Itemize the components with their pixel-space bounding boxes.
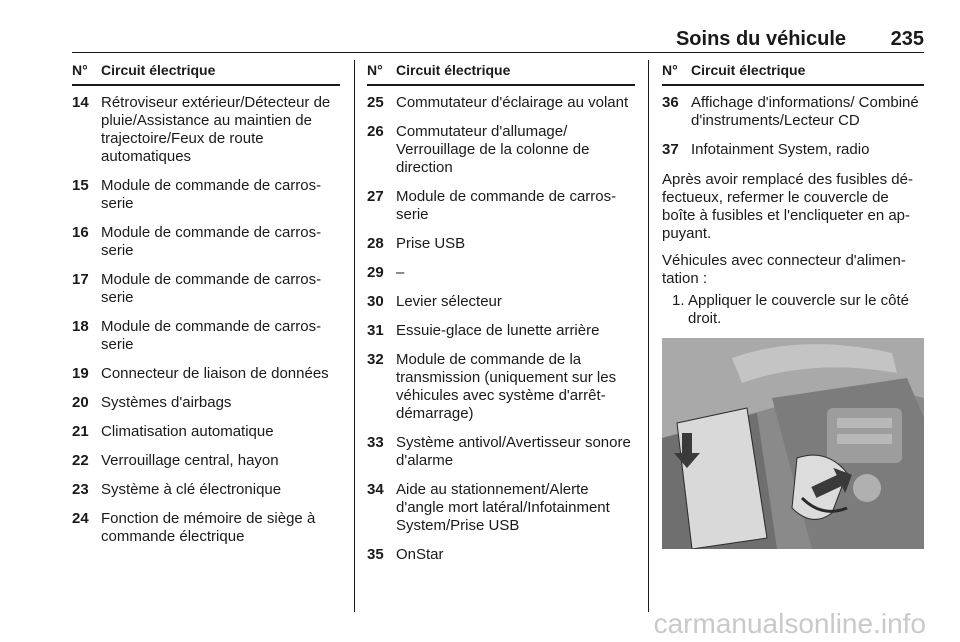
table-row <box>367 434 635 470</box>
step-number: 1. <box>672 292 685 309</box>
row-text: Systèmes d'airbags <box>101 394 232 411</box>
row-num: 32 <box>367 351 384 368</box>
table-row <box>367 94 635 112</box>
table-row <box>662 141 924 159</box>
step-text: Appliquer le couvercle sur le côté droit. <box>688 292 909 327</box>
column-divider <box>648 60 649 612</box>
table-row <box>367 123 635 177</box>
row-text: Module de commande de carrosserie <box>101 224 322 259</box>
row-text: Commutateur d'éclairage au volant <box>396 94 629 111</box>
row-num: 17 <box>72 271 89 288</box>
fuse-table-col2 <box>367 62 635 575</box>
table-row <box>72 481 340 499</box>
row-num: 16 <box>72 224 89 241</box>
table-header <box>662 62 924 86</box>
row-num: 19 <box>72 365 89 382</box>
table-row <box>367 235 635 253</box>
table-row <box>367 322 635 340</box>
header-label: Circuit électrique <box>396 62 511 78</box>
row-num: 30 <box>367 293 384 310</box>
column-divider <box>354 60 355 612</box>
row-num: 14 <box>72 94 89 111</box>
row-text: Fonction de mémoire de siège à commande électrique <box>101 510 316 545</box>
row-num: 26 <box>367 123 384 140</box>
fuse-table-col1 <box>72 62 340 557</box>
header-num: N° <box>662 62 678 78</box>
car-console-illustration <box>662 338 924 549</box>
row-text: Système antivol/Avertisseur sonore d'alarme <box>396 434 631 469</box>
row-num: 21 <box>72 423 89 440</box>
row-text: Connecteur de liaison de données <box>101 365 329 382</box>
section-title: Soins du véhicule <box>675 28 846 50</box>
table-row <box>72 452 340 470</box>
paragraph-power-connector: Véhicules avec connecteur d'alimentation : <box>662 252 906 287</box>
row-text: Climatisation automatique <box>101 423 274 440</box>
row-num: 22 <box>72 452 89 469</box>
row-num: 37 <box>662 141 679 158</box>
fuse-cover-photo <box>662 338 924 549</box>
row-text: Verrouillage central, hayon <box>101 452 279 469</box>
table-row <box>367 546 635 564</box>
table-header <box>367 62 635 86</box>
table-row <box>72 94 340 166</box>
row-text: Module de commande de la transmission (uniquement sur les véhicules avec système d'arrêt-démarrage) <box>396 351 617 422</box>
row-num: 35 <box>367 546 384 563</box>
table-row <box>72 271 340 307</box>
row-num: 25 <box>367 94 384 111</box>
row-text: Aide au stationnement/Alerte d'angle mort latéral/Infotainment System/Prise USB <box>396 481 610 534</box>
row-text: Système à clé électronique <box>101 481 282 498</box>
row-text: Infotainment System, radio <box>691 141 870 158</box>
row-text: Levier sélecteur <box>396 293 502 310</box>
table-row <box>367 351 635 423</box>
table-row <box>72 423 340 441</box>
table-row <box>367 481 635 535</box>
page-header <box>72 0 924 53</box>
row-text: Essuie-glace de lunette arrière <box>396 322 600 339</box>
watermark: carmanualsonline.info <box>653 608 926 639</box>
fuse-table-col3 <box>662 62 924 549</box>
row-num: 28 <box>367 235 384 252</box>
table-row <box>72 318 340 354</box>
table-row <box>662 94 924 130</box>
header-label: Circuit électrique <box>101 62 216 78</box>
table-row <box>367 293 635 311</box>
row-text: Module de commande de carrosserie <box>101 318 322 353</box>
row-num: 24 <box>72 510 89 527</box>
page-number: 235 <box>890 28 924 50</box>
header-label: Circuit électrique <box>691 62 806 78</box>
row-text: – <box>396 264 405 281</box>
row-text: Affichage d'informations/ Combiné d'instruments/Lecteur CD <box>691 94 919 129</box>
row-num: 33 <box>367 434 384 451</box>
row-text: Module de commande de carrosserie <box>101 177 322 212</box>
row-num: 31 <box>367 322 384 339</box>
header-num: N° <box>367 62 383 78</box>
table-row <box>72 177 340 213</box>
row-num: 34 <box>367 481 384 498</box>
row-text: Module de commande de carrosserie <box>101 271 322 306</box>
row-num: 27 <box>367 188 384 205</box>
row-num: 23 <box>72 481 89 498</box>
table-row <box>72 224 340 260</box>
row-text: OnStar <box>396 546 444 563</box>
table-row <box>72 365 340 383</box>
table-row <box>367 188 635 224</box>
table-row <box>72 394 340 412</box>
table-row <box>72 510 340 546</box>
row-text: Rétroviseur extérieur/Détecteur de pluie/Assistance au maintien de trajectoire/Feux de route automatiques <box>101 94 331 165</box>
paragraph-refit-cover: Après avoir remplacé des fusibles défectueux, refermer le couvercle de boîte à fusibles et l'encliqueter en appuyant. <box>662 171 913 242</box>
row-num: 18 <box>72 318 89 335</box>
list-item <box>672 292 924 328</box>
row-text: Commutateur d'allumage/ Verrouillage de la colonne de direction <box>396 123 590 176</box>
row-num: 29 <box>367 264 384 281</box>
table-row <box>367 264 635 282</box>
row-text: Prise USB <box>396 235 466 252</box>
row-num: 36 <box>662 94 679 111</box>
row-text: Module de commande de carrosserie <box>396 188 617 223</box>
row-num: 15 <box>72 177 89 194</box>
table-header <box>72 62 340 86</box>
row-num: 20 <box>72 394 89 411</box>
header-num: N° <box>72 62 88 78</box>
